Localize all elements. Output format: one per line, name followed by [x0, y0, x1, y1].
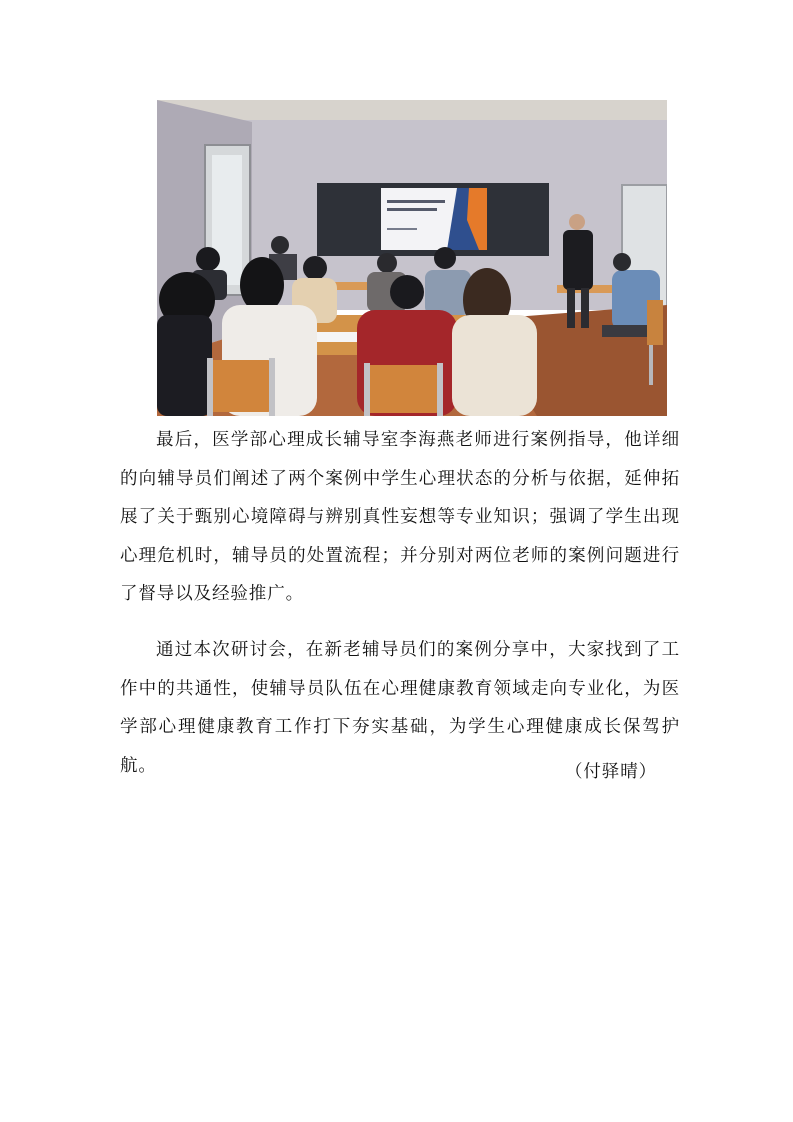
- paragraph: 通过本次研讨会，在新老辅导员们的案例分享中，大家找到了工作中的共通性，使辅导员队伍在心理健康教育领域走向专业化，为医学部心理健康教育工作打下夯实基础，为学生心理健康成长保驾护航。: [120, 640, 680, 776]
- paragraph: 最后，医学部心理成长辅导室李海燕老师进行案例指导，他详细的向辅导员们阐述了两个案例中学生心理状态的分析与依据，延伸拓展了关于甄别心境障碍与辨别真性妄想等专业知识；强调了学生出现心理危机时，辅导员的处置流程；并分别对两位老师的案例问题进行了督导以及经验推广。: [120, 430, 680, 604]
- seminar-photo: [157, 100, 667, 416]
- author-signature: （付驿晴）: [565, 762, 657, 782]
